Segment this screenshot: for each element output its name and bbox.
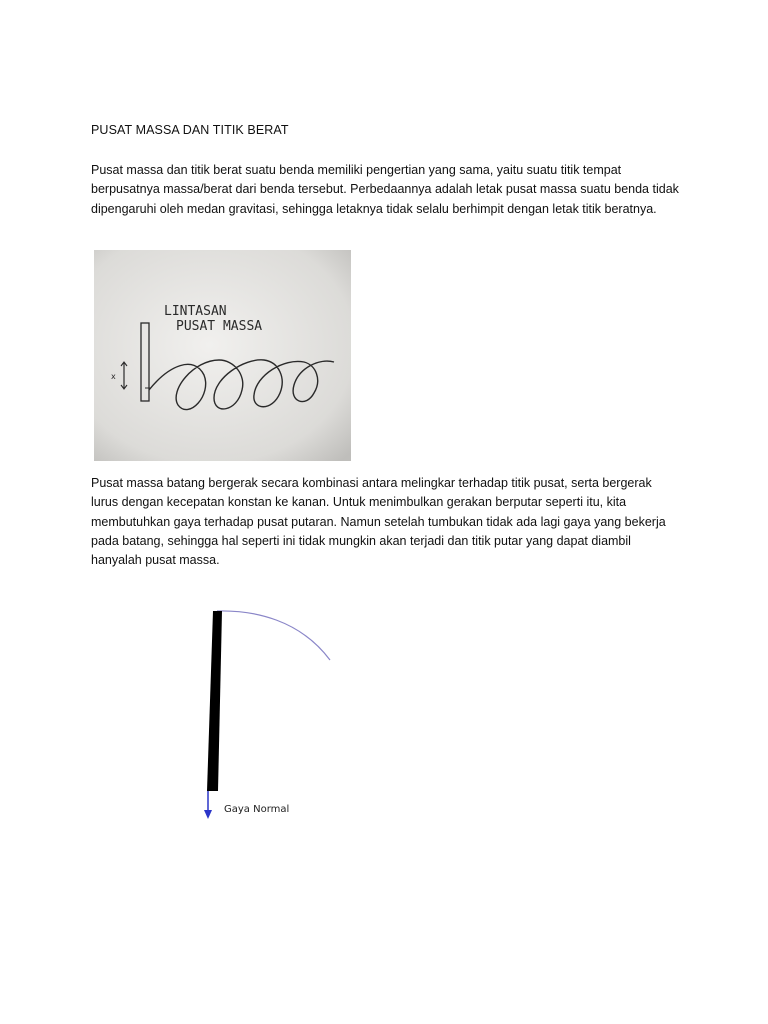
paper-background — [94, 250, 351, 461]
normal-force-label: Gaya Normal — [224, 804, 290, 815]
trajectory-photo — [94, 250, 351, 461]
rotation-arc — [217, 611, 330, 660]
axis-letter: x — [111, 372, 116, 381]
paragraph-motion: Pusat massa batang bergerak secara kombinasi antara melingkar terhadap titik pusat, serta bergerak lurus dengan kecepatan konstan ke kanan. Untuk menimbulkan gerakan berputar seperti itu, kita membutuhkan gaya terhadap pusat putaran. Namun setelah tumbukan tidak ada lagi gaya yang bekerja pada batang, sehingga hal seperti ini tidak mungkin akan terjadi dan titik putar yang dapat diambil hanyalah pusat massa. — [91, 476, 666, 568]
document-title: PUSAT MASSA DAN TITIK BERAT — [91, 123, 289, 137]
trajectory-label-line1: LINTASAN — [164, 304, 227, 319]
rod-force-diagram — [195, 600, 340, 830]
paragraph-definition: Pusat massa dan titik berat suatu benda memiliki pengertian yang sama, yaitu suatu titik tempat berpusatnya massa/berat dari benda tersebut. Perbedaannya adalah letak pusat massa suatu benda tidak dipengaruhi oleh medan gravitasi, sehingga letaknya tidak selalu berhimpit dengan letak titik beratnya. — [91, 163, 679, 216]
rod — [207, 611, 222, 791]
trajectory-label-line2: PUSAT MASSA — [176, 319, 263, 334]
normal-force-arrowhead — [204, 810, 212, 819]
